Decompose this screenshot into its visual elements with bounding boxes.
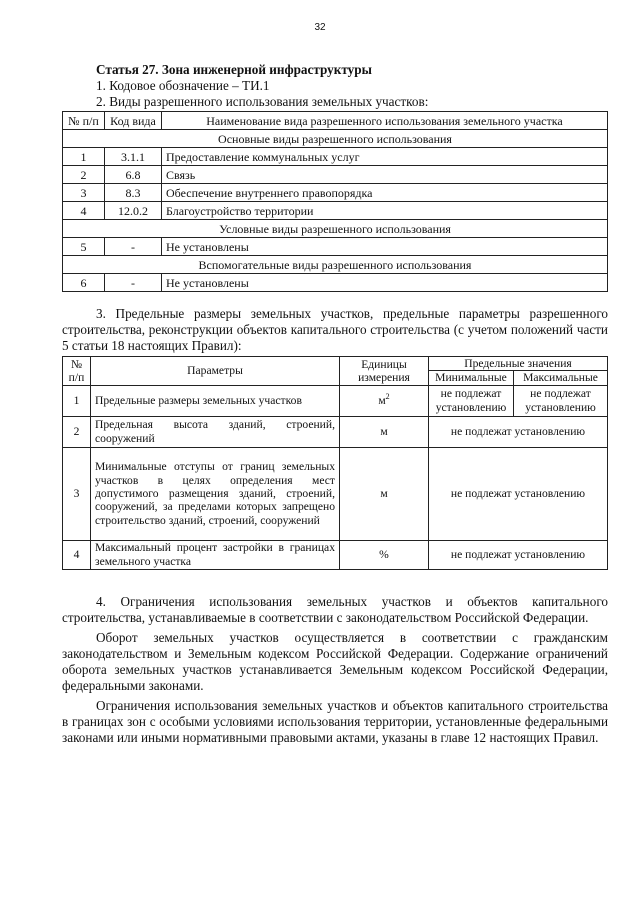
row-unit: м [340, 447, 429, 540]
header-units: Единицы измерения [340, 357, 429, 386]
page-number: 32 [314, 22, 326, 33]
row-value: не подлежат установлению [429, 416, 608, 447]
row-code: 12.0.2 [105, 202, 162, 220]
section-row [63, 130, 608, 148]
limits-paragraph: 3. Предельные размеры земельных участков, предельные параметры разрешенного строительства, реконструкции объектов капитального строительства (с учетом положений части 5 статьи 18 настоящих Правил): [62, 306, 608, 353]
parameters-table [62, 356, 608, 570]
row-num: 1 [63, 148, 105, 166]
land-turnover-paragraph: Оборот земельных участков осуществляется в соответствии с гражданским законодательством и Земельным кодексом Российской Федерации. Содержание ограничений оборота земельных участков устанавливается Земельным кодексом Российской Федерации, федеральными законами. [62, 629, 608, 693]
table-row [63, 385, 608, 416]
row-name: Обеспечение внутреннего правопорядка [162, 184, 608, 202]
unit-text: м [378, 393, 386, 407]
row-num: 5 [63, 238, 105, 256]
table-header-row [63, 112, 608, 130]
row-num: 3 [63, 184, 105, 202]
header-params: Параметры [91, 357, 340, 386]
document-body [62, 62, 608, 746]
table-row [63, 184, 608, 202]
header-num: № п/п [63, 357, 91, 386]
row-code: - [105, 238, 162, 256]
row-code: 6.8 [105, 166, 162, 184]
row-num: 1 [63, 385, 91, 416]
row-param: Максимальный процент застройки в границах земельного участка [91, 540, 340, 569]
row-num: 2 [63, 416, 91, 447]
table-row [63, 540, 608, 569]
row-code: - [105, 274, 162, 292]
row-name: Связь [162, 166, 608, 184]
special-zones-paragraph: Ограничения использования земельных участков и объектов капитального строительства в границах зон с особыми условиями использования территории, установленные федеральными законами или иными нормативными правовыми актами, указаны в главе 12 настоящих Правил. [62, 697, 608, 745]
row-unit: м [340, 416, 429, 447]
section-row [63, 256, 608, 274]
row-num: 3 [63, 447, 91, 540]
row-name: Благоустройство территории [162, 202, 608, 220]
restrictions-paragraph: 4. Ограничения использования земельных участков и объектов капитального строительства, устанавливаемые в соответствии с законодательством Российской Федерации. [62, 593, 608, 625]
row-name: Не установлены [162, 274, 608, 292]
header-max: Максимальные [514, 371, 608, 385]
row-max: не подлежат установлению [514, 385, 608, 416]
row-value: не подлежат установлению [429, 447, 608, 540]
section-main-label: Основные виды разрешенного использования [63, 130, 608, 148]
table-row [63, 166, 608, 184]
unit-superscript: 2 [385, 392, 390, 402]
table-row [63, 148, 608, 166]
row-num: 6 [63, 274, 105, 292]
header-name: Наименование вида разрешенного использования земельного участка [162, 112, 608, 130]
row-value: не подлежат установлению [429, 540, 608, 569]
row-param: Предельная высота зданий, строений, сооружений [91, 416, 340, 447]
code-designation: 1. Кодовое обозначение – ТИ.1 [96, 78, 270, 93]
table-row [63, 274, 608, 292]
section-auxiliary-label: Вспомогательные виды разрешенного использования [63, 256, 608, 274]
table-row [63, 416, 608, 447]
row-min: не подлежат установлению [429, 385, 514, 416]
permitted-use-table [62, 111, 608, 292]
table-header-row [63, 357, 608, 371]
section-row [63, 220, 608, 238]
table-row [63, 202, 608, 220]
row-unit: % [340, 540, 429, 569]
row-param: Минимальные отступы от границ земельных участков в целях определения мест допустимого размещения зданий, строений, сооружений, за пределами которых запрещено строительство зданий, строений, сооружений [91, 447, 340, 540]
table-row [63, 447, 608, 540]
row-code: 8.3 [105, 184, 162, 202]
row-num: 4 [63, 202, 105, 220]
permitted-use-heading: 2. Виды разрешенного использования земельных участков: [96, 94, 429, 109]
header-code: Код вида [105, 112, 162, 130]
row-unit [340, 385, 429, 416]
row-code: 3.1.1 [105, 148, 162, 166]
header-num: № п/п [63, 112, 105, 130]
article-title: Статья 27. Зона инженерной инфраструктуры [96, 62, 372, 77]
row-num: 2 [63, 166, 105, 184]
header-min: Минимальные [429, 371, 514, 385]
table-row [63, 238, 608, 256]
row-num: 4 [63, 540, 91, 569]
header-limits: Предельные значения [429, 357, 608, 371]
section-conditional-label: Условные виды разрешенного использования [63, 220, 608, 238]
row-name: Предоставление коммунальных услуг [162, 148, 608, 166]
row-name: Не установлены [162, 238, 608, 256]
row-param: Предельные размеры земельных участков [91, 385, 340, 416]
